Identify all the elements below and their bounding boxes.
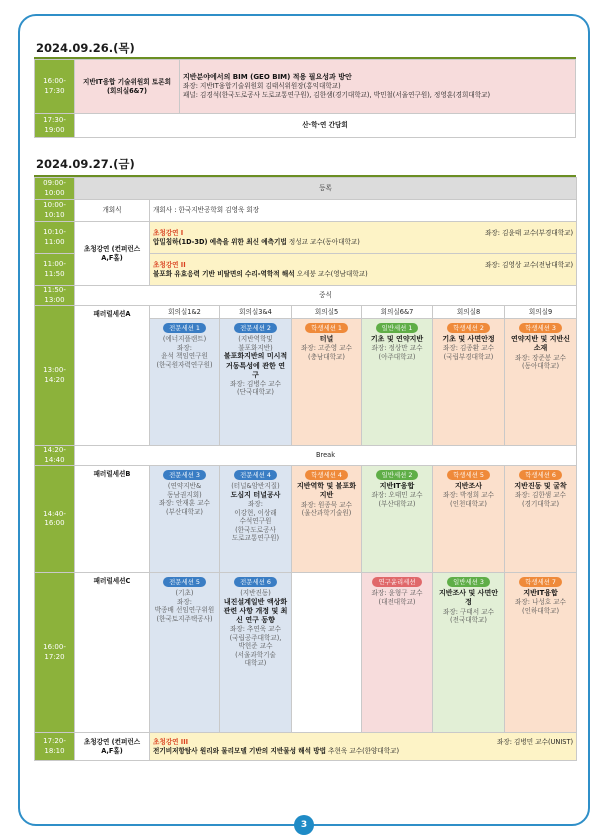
session-chair: 도로교통연구원)	[231, 534, 280, 543]
session-badge: 전문세션 2	[234, 323, 277, 333]
session-chair: 이강현, 이상래	[234, 508, 277, 517]
session-cell	[362, 573, 433, 733]
time-cell: 13:00-14:20	[35, 306, 75, 446]
session-chair: 좌장: 지반IT융합기술위원회 김태식위원장(홍익대학교)	[183, 82, 341, 91]
session-cell	[150, 466, 220, 573]
session-topic: 내진설계일반 액상화 관련 사항 개정 및 최신 연구 동향	[223, 597, 288, 625]
session-note: 좌장:	[177, 343, 192, 352]
session-chair: (충남대학교)	[308, 352, 345, 361]
session-chair: 좌장: 김한샘 교수	[515, 491, 567, 500]
session-note: (연약지반&	[167, 482, 202, 491]
time-cell: 09:00-10:00	[35, 178, 75, 200]
session-note: (한국토지주택공사)	[156, 615, 213, 624]
break-cell: Break	[75, 446, 577, 466]
session-note: 박종배 선임연구위원	[154, 606, 215, 615]
session-chair: (서울과학기술	[235, 650, 276, 659]
room-header: 회의실5	[292, 306, 362, 319]
session-badge: 일반세션 1	[376, 323, 419, 333]
session-topic: 지반조사 및 사면안정	[439, 589, 498, 607]
session-chair: 좌장: 김병수 교수	[229, 379, 281, 388]
session-cell	[292, 466, 362, 573]
session-chair: (울산과학기술원)	[301, 509, 352, 518]
table-row	[35, 60, 576, 114]
table-row	[35, 222, 577, 254]
time-cell: 10:00-10:10	[35, 200, 75, 222]
session-chair: 좌장: 정상만 교수	[371, 344, 423, 353]
session-badge: 일반세션 3	[447, 577, 490, 587]
time-cell: 17:20-18:10	[35, 733, 75, 761]
session-cell	[220, 573, 292, 733]
session-chair: 좌장: 김종환 교수	[442, 344, 494, 353]
rooms-row	[35, 306, 577, 319]
panel-c-row	[35, 573, 577, 733]
session-panel: 패널: 김경석(한국도로공사 도로교통연구원), 김한샘(경기대학교), 박민철(서울연구원), 정영훈(경희대학교)	[183, 91, 491, 100]
session-chair: 좌장: 박정희 교수	[442, 491, 494, 500]
session-badge: 학생세션 4	[305, 470, 348, 480]
session-chair: 좌장: 구태서 교수	[442, 607, 494, 616]
session-chair: (한국도로공사	[235, 525, 276, 534]
talk-speaker: 정성교 교수(동아대학교)	[288, 237, 360, 246]
talk-speaker: 오세붕 교수(영남대학교)	[296, 269, 368, 278]
session-badge: 학생세션 6	[519, 470, 562, 480]
session-note: (지반진동)	[240, 589, 271, 598]
session-badge: 학생세션 2	[447, 323, 490, 333]
session-chair: 좌장:	[248, 499, 263, 508]
talk-title: 전기비저항탐사 원리와 물리모델 기반의 지반물성 해석 방법	[153, 746, 327, 755]
talk-speaker: 추현욱 교수(한양대학교)	[328, 746, 400, 755]
session-cell	[220, 319, 292, 446]
session-note: (지반역학및	[238, 335, 273, 344]
session-chair: 좌장: 원종묵 교수	[300, 500, 352, 509]
room-header: 회의실3&4	[220, 306, 292, 319]
opening-text: 개회사 : 한국지반공학회 김영욱 회장	[150, 200, 577, 222]
session-chair: (경기대학교)	[522, 499, 560, 508]
time-cell: 17:30-19:00	[35, 114, 75, 138]
session-chair: 좌장: 고준영 교수	[300, 344, 352, 353]
session-note: 좌장:	[177, 597, 192, 606]
session-topic: 기초 및 연약지반	[370, 335, 424, 344]
session-label: 지반IT융합 기술위원회 토론회 (회의실6&7)	[75, 60, 180, 114]
session-note: 윤석 책임연구원	[161, 352, 208, 361]
session-cell	[292, 573, 362, 733]
session-note: 동남권지회)	[167, 490, 202, 499]
panel-a-label: 패러럴세션A	[75, 306, 150, 446]
session-chair: (국립부경대학교)	[443, 352, 494, 361]
lunch-cell: 중식	[75, 286, 577, 306]
table-row	[35, 178, 577, 200]
session-cell	[433, 466, 505, 573]
talk-tag: 초청강연 III	[153, 737, 189, 746]
session-chair: (단국대학교)	[237, 388, 274, 397]
session-chair: (부산대학교)	[378, 499, 416, 508]
registration-cell: 등록	[75, 178, 577, 200]
day2-date: 2024.09.27.(금)	[36, 157, 135, 171]
session-chair: 좌장: 추연욱 교수	[229, 625, 281, 634]
room-header: 회의실9	[505, 306, 577, 319]
session-chair: (대전대학교)	[378, 597, 416, 606]
session-chair: 좌장: 오태민 교수	[371, 491, 423, 500]
invited-talk-2	[150, 254, 577, 286]
session-topic: 기초 및 사면안정	[442, 335, 495, 344]
session-cell	[292, 319, 362, 446]
session-badge: 학생세션 5	[447, 470, 490, 480]
day1-table	[34, 59, 576, 138]
session-chair: (국립공주대학교),	[229, 633, 282, 642]
talk-title: 압밀침하(1D-3D) 예측을 위한 최신 예측기법	[153, 237, 287, 246]
day2-table	[34, 177, 577, 761]
session-topic: 터널	[319, 335, 334, 344]
panel-b-row	[35, 466, 577, 573]
time-cell: 11:00-11:50	[35, 254, 75, 286]
session-detail	[180, 60, 576, 114]
invited-label: 초청강연 (컨퍼런스A,F홀)	[75, 222, 150, 286]
session-note: (한국원자력연구원)	[156, 361, 213, 370]
time-cell: 11:50-13:00	[35, 286, 75, 306]
talk-title: 불포화 유효응력 기반 비탈면의 수리-역학적 해석	[153, 269, 295, 278]
networking-cell: 산·학·연 간담회	[75, 114, 576, 138]
session-badge: 전문세션 5	[163, 577, 206, 587]
room-header: 회의실8	[433, 306, 505, 319]
session-badge: 일반세션 2	[376, 470, 419, 480]
talk-tag: 초청강연 I	[153, 228, 184, 237]
session-badge: 전문세션 4	[234, 470, 277, 480]
talk-chair: 좌장: 김영상 교수(전남대학교)	[485, 260, 574, 269]
talk-chair: 좌장: 김병민 교수(UNIST)	[497, 737, 574, 746]
session-note: (부산대학교)	[166, 508, 203, 517]
opening-label: 개회식	[75, 200, 150, 222]
session-chair: (아주대학교)	[378, 352, 416, 361]
session-cell	[505, 319, 577, 446]
session-badge: 학생세션 7	[519, 577, 562, 587]
session-topic: 지반조사	[454, 482, 483, 491]
session-cell	[150, 573, 220, 733]
session-cell	[150, 319, 220, 446]
table-row	[35, 446, 577, 466]
session-chair: (인천대학교)	[450, 499, 487, 508]
day1-date: 2024.09.26.(목)	[36, 41, 135, 55]
session-chair: 박헌준 교수	[238, 642, 273, 651]
session-cell	[505, 573, 577, 733]
session-badge: 학생세션 3	[519, 323, 562, 333]
table-row	[35, 114, 576, 138]
session-badge: 전문세션 3	[163, 470, 206, 480]
session-chair: (인하대학교)	[522, 606, 560, 615]
session-chair: 좌장: 장준봉 교수	[515, 353, 567, 362]
time-cell: 16:00-17:30	[35, 60, 75, 114]
session-title: 지반분야에서의 BIM (GEO BIM) 적용 필요성과 방안	[183, 73, 352, 82]
panel-c-label: 패러럴세션C	[75, 573, 150, 733]
talk-tag: 초청강연 II	[153, 260, 186, 269]
room-header: 회의실1&2	[150, 306, 220, 319]
table-row	[35, 286, 577, 306]
talk-chair: 좌장: 김윤태 교수(부경대학교)	[485, 228, 574, 237]
session-topic: 연약지반 및 지반신소재	[511, 335, 571, 353]
session-chair: 수석연구원	[239, 517, 272, 526]
time-cell: 16:00-17:20	[35, 573, 75, 733]
session-topic: 지반IT융합	[379, 482, 415, 491]
session-topic: 지반IT융합	[523, 589, 558, 598]
session-badge: 학생세션 1	[305, 323, 348, 333]
invited-talk-1	[150, 222, 577, 254]
session-chair: 대학교)	[244, 659, 267, 668]
session-chair: 좌장: 나성호 교수	[515, 598, 567, 607]
session-note: (기초)	[175, 589, 194, 598]
closing-label: 초청강연 (컨퍼런스A,F홀)	[75, 733, 150, 761]
session-badge: 연구윤리세션	[372, 577, 421, 587]
panel-b-label: 패러럴세션B	[75, 466, 150, 573]
session-note: 불포화지반)	[238, 343, 273, 352]
session-badge: 전문세션 6	[234, 577, 277, 587]
session-chair: (전국대학교)	[450, 616, 487, 625]
session-topic: 불포화지반의 미시적 거동특성에 관한 연구	[223, 352, 288, 379]
session-cell	[362, 466, 433, 573]
page-number: 3	[294, 815, 314, 835]
table-row	[35, 200, 577, 222]
session-note: 좌장: 안재훈 교수	[158, 499, 210, 508]
session-cell	[433, 319, 505, 446]
time-cell: 14:40-16:00	[35, 466, 75, 573]
session-cell	[505, 466, 577, 573]
session-topic: 지반역학 및 불포화지반	[297, 482, 356, 500]
session-chair: 좌장: 윤형구 교수	[371, 589, 423, 598]
session-chair: (동아대학교)	[522, 362, 560, 371]
session-topic: 도심지 터널공사	[230, 490, 281, 499]
session-cell	[433, 573, 505, 733]
room-header: 회의실6&7	[362, 306, 433, 319]
time-cell: 14:20-14:40	[35, 446, 75, 466]
closing-talk	[150, 733, 577, 761]
session-cell	[220, 466, 292, 573]
session-topic: 지반진동 및 굴착	[514, 482, 567, 491]
session-cell	[362, 319, 433, 446]
time-cell: 10:10-11:00	[35, 222, 75, 254]
session-note: (터널&암반지질)	[231, 482, 280, 491]
table-row	[35, 733, 577, 761]
session-note: (에너지플랜트)	[162, 335, 207, 344]
session-badge: 전문세션 1	[163, 323, 206, 333]
